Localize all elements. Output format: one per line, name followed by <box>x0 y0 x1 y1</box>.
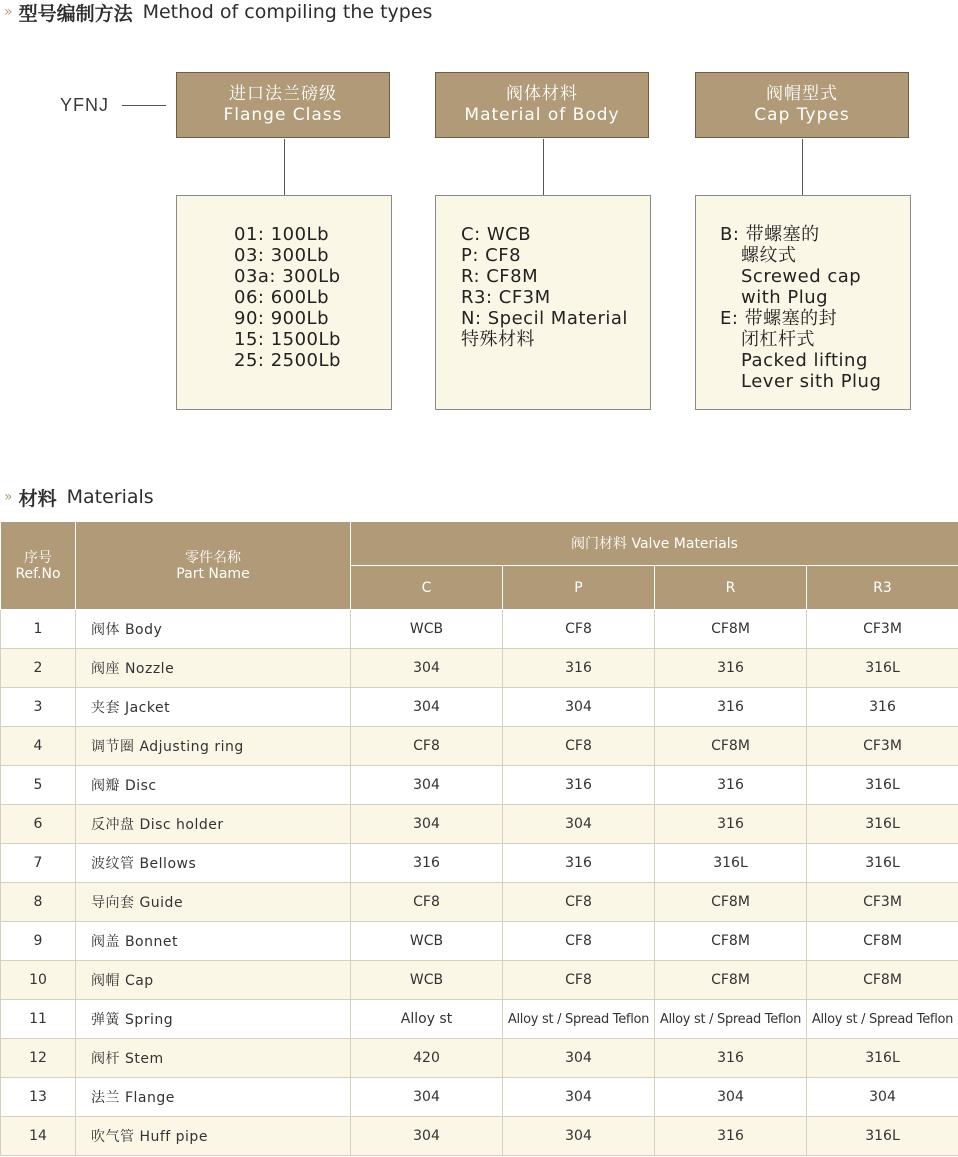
material-r-cell: 316 <box>655 649 807 688</box>
section-title-type-method <box>0 0 432 24</box>
ref-no-cell: 2 <box>1 649 76 688</box>
flange-class-item: 15: 1500Lb <box>234 329 341 350</box>
ref-no-cell: 5 <box>1 766 76 805</box>
header-cn: 进口法兰磅级 <box>229 84 337 104</box>
connector-dash <box>122 105 166 106</box>
model-code: YFNJ <box>60 95 109 115</box>
flange-class-header <box>176 72 390 138</box>
valve-materials-header: 阀门材料 Valve Materials <box>351 522 958 566</box>
ref-no-cell: 14 <box>1 1117 76 1156</box>
section-title-cn: 型号编制方法 <box>18 2 133 25</box>
ref-header-cn: 序号 <box>24 549 52 566</box>
material-r-cell: 316 <box>655 1117 807 1156</box>
cap-type-item: Screwed cap <box>741 266 862 287</box>
material-c-cell: 304 <box>351 1117 503 1156</box>
material-r3-cell: Alloy st / Spread Teflon <box>807 1000 958 1039</box>
part-name-cell: 阀盖 Bonnet <box>76 922 351 961</box>
material-p-cell: 316 <box>503 649 655 688</box>
cap-type-item: with Plug <box>741 287 829 308</box>
material-p-cell: 304 <box>503 805 655 844</box>
part-name-cell: 法兰 Flange <box>76 1078 351 1117</box>
ref-no-cell: 9 <box>1 922 76 961</box>
table-row <box>1 883 958 922</box>
part-name-cell: 阀杆 Stem <box>76 1039 351 1078</box>
material-r-cell: CF8M <box>655 727 807 766</box>
material-r-cell: 304 <box>655 1078 807 1117</box>
section-title-materials <box>0 485 154 509</box>
ref-no-cell: 8 <box>1 883 76 922</box>
material-p-cell: CF8 <box>503 922 655 961</box>
cap-types-box <box>695 195 911 410</box>
body-material-box <box>435 195 651 410</box>
materials-table-body <box>1 610 958 1156</box>
ref-no-cell: 13 <box>1 1078 76 1117</box>
material-p-cell: Alloy st / Spread Teflon <box>503 1000 655 1039</box>
ref-no-cell: 11 <box>1 1000 76 1039</box>
part-name-cell: 阀座 Nozzle <box>76 649 351 688</box>
material-r3-cell: 316L <box>807 805 958 844</box>
material-c-cell: WCB <box>351 610 503 649</box>
table-row <box>1 766 958 805</box>
flange-class-item: 03: 300Lb <box>234 245 330 266</box>
section-title-en: Materials <box>66 486 154 508</box>
cap-type-item: 闭杠杆式 <box>741 329 815 350</box>
flange-class-box <box>176 195 392 410</box>
column-header-c: C <box>351 566 503 610</box>
material-p-cell: CF8 <box>503 961 655 1000</box>
ref-no-cell: 10 <box>1 961 76 1000</box>
header-en: Material of Body <box>464 105 620 125</box>
table-row <box>1 1000 958 1039</box>
material-c-cell: CF8 <box>351 883 503 922</box>
material-c-cell: 304 <box>351 805 503 844</box>
material-p-cell: CF8 <box>503 883 655 922</box>
material-p-cell: CF8 <box>503 727 655 766</box>
material-r-cell: 316 <box>655 688 807 727</box>
header-en: Cap Types <box>754 105 850 125</box>
material-r3-cell: 316L <box>807 766 958 805</box>
ref-no-cell: 6 <box>1 805 76 844</box>
table-row <box>1 1117 958 1156</box>
material-r-cell: CF8M <box>655 961 807 1000</box>
table-row <box>1 688 958 727</box>
part-header-cn: 零件名称 <box>185 549 241 566</box>
chevron-icon: » <box>4 4 11 20</box>
material-p-cell: 316 <box>503 766 655 805</box>
table-row <box>1 1078 958 1117</box>
header-en: Flange Class <box>223 105 343 125</box>
ref-no-cell: 7 <box>1 844 76 883</box>
material-p-cell: 304 <box>503 688 655 727</box>
chevron-icon: » <box>4 489 11 505</box>
flange-class-item: 06: 600Lb <box>234 287 330 308</box>
material-r3-cell: 316L <box>807 649 958 688</box>
cap-types-header <box>695 72 909 138</box>
body-material-header <box>435 72 649 138</box>
header-cn: 阀帽型式 <box>766 84 838 104</box>
flange-class-item: 90: 900Lb <box>234 308 330 329</box>
part-name-cell: 阀体 Body <box>76 610 351 649</box>
ref-no-cell: 12 <box>1 1039 76 1078</box>
part-name-cell: 阀帽 Cap <box>76 961 351 1000</box>
body-material-item: 特殊材料 <box>461 329 535 350</box>
material-c-cell: CF8 <box>351 727 503 766</box>
materials-table <box>0 521 958 1156</box>
connector-line <box>543 139 544 195</box>
section-title-cn: 材料 <box>18 487 57 510</box>
flange-class-item: 03a: 300Lb <box>234 266 341 287</box>
header-cn: 阀体材料 <box>506 84 578 104</box>
table-row <box>1 844 958 883</box>
body-material-item: R3: CF3M <box>461 287 551 308</box>
part-header-en: Part Name <box>176 565 250 582</box>
cap-type-item: B: 带螺塞的 <box>720 224 820 245</box>
part-name-cell: 导向套 Guide <box>76 883 351 922</box>
part-name-cell: 波纹管 Bellows <box>76 844 351 883</box>
material-c-cell: Alloy st <box>351 1000 503 1039</box>
section-title-en: Method of compiling the types <box>142 1 433 23</box>
part-name-cell: 弹簧 Spring <box>76 1000 351 1039</box>
material-c-cell: 420 <box>351 1039 503 1078</box>
column-header-r3: R3 <box>807 566 958 610</box>
part-name-cell: 反冲盘 Disc holder <box>76 805 351 844</box>
material-p-cell: 304 <box>503 1039 655 1078</box>
material-p-cell: 316 <box>503 844 655 883</box>
body-material-item: C: WCB <box>461 224 532 245</box>
body-material-item: N: Specil Material <box>461 308 628 329</box>
material-r-cell: 316 <box>655 766 807 805</box>
material-r-cell: 316L <box>655 844 807 883</box>
material-r3-cell: CF3M <box>807 727 958 766</box>
ref-no-cell: 3 <box>1 688 76 727</box>
flange-class-item: 25: 2500Lb <box>234 350 341 371</box>
material-p-cell: CF8 <box>503 610 655 649</box>
part-name-cell: 夹套 Jacket <box>76 688 351 727</box>
column-header-p: P <box>503 566 655 610</box>
part-name-cell: 吹气管 Huff pipe <box>76 1117 351 1156</box>
flange-class-item: 01: 100Lb <box>234 224 330 245</box>
material-r3-cell: 316L <box>807 1039 958 1078</box>
connector-line <box>284 139 285 195</box>
ref-header-en: Ref.No <box>15 565 61 582</box>
material-c-cell: 304 <box>351 688 503 727</box>
cap-type-item: E: 带螺塞的封 <box>720 308 838 329</box>
part-name-cell: 阀瓣 Disc <box>76 766 351 805</box>
part-header <box>76 522 351 610</box>
material-r3-cell: CF3M <box>807 883 958 922</box>
ref-no-cell: 1 <box>1 610 76 649</box>
table-row <box>1 1039 958 1078</box>
material-r-cell: 316 <box>655 1039 807 1078</box>
table-row <box>1 922 958 961</box>
ref-header <box>1 522 76 610</box>
material-r3-cell: CF8M <box>807 961 958 1000</box>
table-row <box>1 610 958 649</box>
table-row <box>1 727 958 766</box>
connector-line <box>802 139 803 195</box>
table-row <box>1 961 958 1000</box>
ref-no-cell: 4 <box>1 727 76 766</box>
material-r-cell: CF8M <box>655 883 807 922</box>
material-r3-cell: 316L <box>807 844 958 883</box>
material-r-cell: CF8M <box>655 922 807 961</box>
material-c-cell: WCB <box>351 961 503 1000</box>
table-row <box>1 649 958 688</box>
material-r3-cell: 316 <box>807 688 958 727</box>
cap-type-item: Packed lifting <box>741 350 868 371</box>
column-header-r: R <box>655 566 807 610</box>
material-r3-cell: 316L <box>807 1117 958 1156</box>
cap-type-item: 螺纹式 <box>741 245 797 266</box>
body-material-item: P: CF8 <box>461 245 522 266</box>
material-r3-cell: CF8M <box>807 922 958 961</box>
material-r-cell: Alloy st / Spread Teflon <box>655 1000 807 1039</box>
material-r-cell: CF8M <box>655 610 807 649</box>
material-r3-cell: CF3M <box>807 610 958 649</box>
material-p-cell: 304 <box>503 1078 655 1117</box>
material-c-cell: 304 <box>351 649 503 688</box>
part-name-cell: 调节圈 Adjusting ring <box>76 727 351 766</box>
cap-type-item: Lever sith Plug <box>741 371 882 392</box>
material-c-cell: 316 <box>351 844 503 883</box>
table-row <box>1 805 958 844</box>
material-c-cell: 304 <box>351 1078 503 1117</box>
material-r3-cell: 304 <box>807 1078 958 1117</box>
material-c-cell: WCB <box>351 922 503 961</box>
material-p-cell: 304 <box>503 1117 655 1156</box>
material-r-cell: 316 <box>655 805 807 844</box>
material-c-cell: 304 <box>351 766 503 805</box>
body-material-item: R: CF8M <box>461 266 539 287</box>
